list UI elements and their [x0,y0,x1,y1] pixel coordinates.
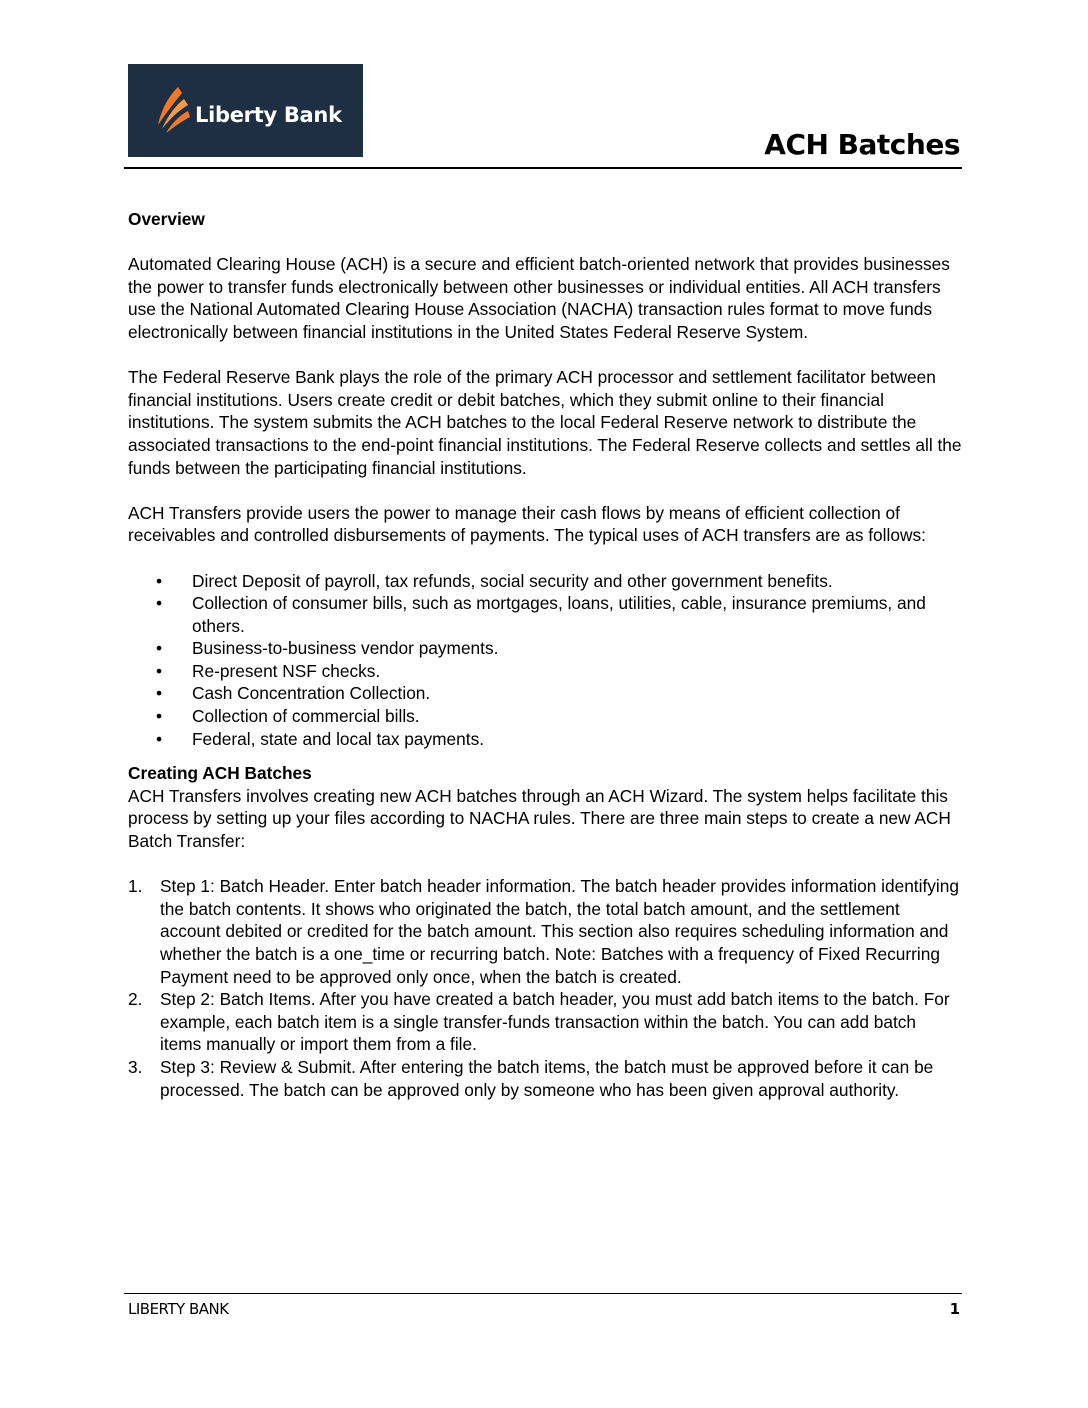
overview-paragraph-2: The Federal Reserve Bank plays the role of the primary ACH processor and settlement facilitator between financial institutions. Users create credit or debit batches, which they submit online to their financial institutions. The system submits the ACH batches to the local Federal Reserve network to distribute the associated transactions to the end-point financial institutions. The Federal Reserve collects and settles all the funds between the participating financial institutions. [128,367,962,478]
liberty-bank-logo [128,64,363,157]
list-item: • Federal, state and local tax payments. [128,728,962,751]
creating-heading: Creating ACH Batches [128,763,312,784]
step-item [128,875,962,988]
list-item: • Business-to-business vendor payments. [128,637,962,660]
overview-paragraph-1: Automated Clearing House (ACH) is a secure and efficient batch-oriented network that provides businesses the power to transfer funds electronically between other businesses or individual entities. All ACH transfers use the National Automated Clearing House Association (NACHA) transaction rules format to move funds electronically between financial institutions in the United States Federal Reserve System. [128,254,950,342]
list-item: • Collection of commercial bills. [128,705,962,728]
list-item: • Collection of consumer bills, such as mortgages, loans, utilities, cable, insurance premiums, and others. [128,592,962,637]
header-divider [124,167,962,169]
page-title: ACH Batches [764,128,960,161]
flame-logo-icon [148,85,192,137]
step-item [128,1056,962,1101]
step-number: 3. [128,1056,143,1077]
list-item: • Cash Concentration Collection. [128,682,962,705]
overview-paragraph-3: ACH Transfers provide users the power to manage their cash flows by means of efficient collection of receivables and controlled disbursements of payments. The typical uses of ACH transfers are as follows: [128,502,926,546]
footer-divider [124,1293,962,1294]
list-item: • Re-present NSF checks. [128,660,962,683]
page-number: 1 [949,1300,960,1318]
step-text: Step 1: Batch Header. Enter batch header information. The batch header provides information identifying the batch contents. It shows who originated the batch, the total batch amount, and the settlement account debited or credited for the batch amount. This section also requires scheduling information and whether the batch is a one_time or recurring batch. Note: Batches with a frequency of Fixed Recurring Payment need to be approved only once, when the batch is created. [160,876,959,987]
step-number: 2. [128,989,143,1010]
step-item [128,988,962,1056]
creating-intro: ACH Transfers involves creating new ACH batches through an ACH Wizard. The system helps facilitate this process by setting up your files according to NACHA rules. There are three main steps to create a new ACH Batch Transfer: [128,785,951,852]
ach-uses-list [128,570,962,751]
steps-list [128,875,962,1101]
logo-text: Liberty Bank [195,103,342,127]
step-text: Step 2: Batch Items. After you have created a batch header, you must add batch items to the batch. For example, each batch item is a single transfer-funds transaction within the batch. You can add batch items manually or import them from a file. [160,989,950,1055]
footer-label: LIBERTY BANK [128,1300,229,1318]
step-number: 1. [128,876,143,897]
list-item: • Direct Deposit of payroll, tax refunds, social security and other government benefits. [128,570,962,593]
overview-heading: Overview [128,209,205,229]
step-text: Step 3: Review & Submit. After entering the batch items, the batch must be approved before it can be processed. The batch can be approved only by someone who has been given approval authority. [160,1056,934,1100]
document-body [128,208,962,1101]
